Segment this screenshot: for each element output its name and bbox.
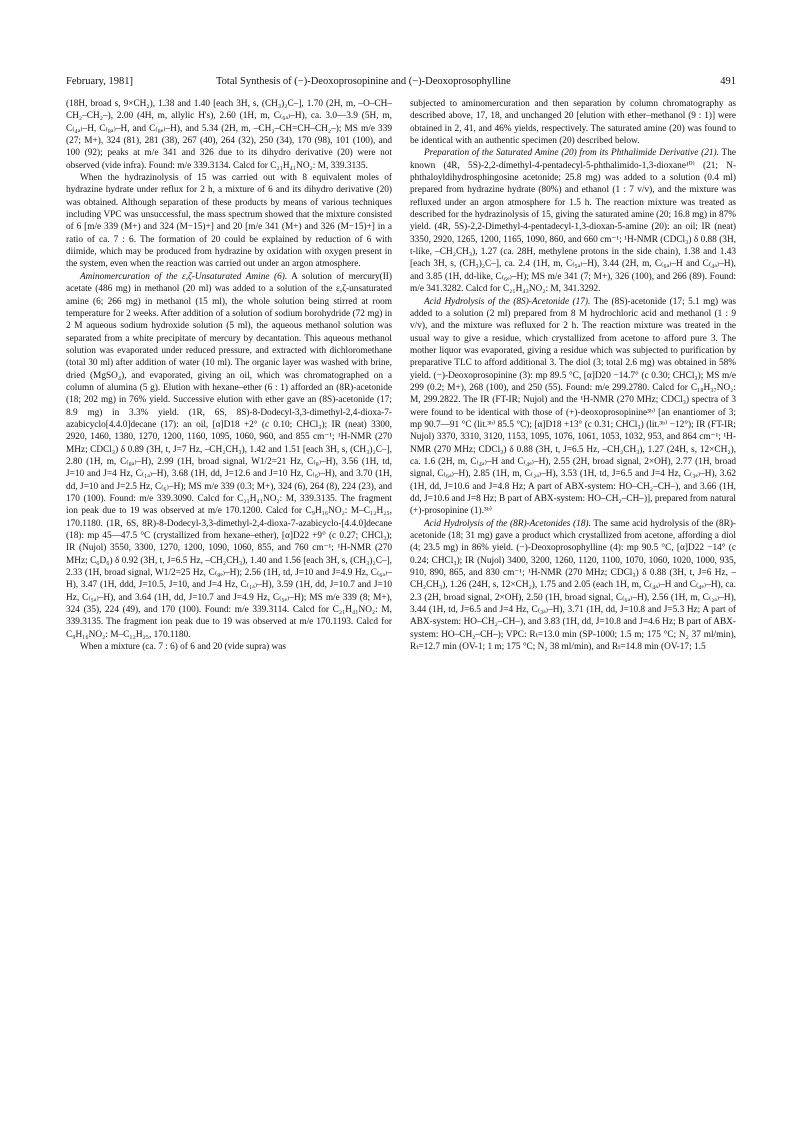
section-heading: Acid Hydrolysis of the (8S)-Acetonide (17). — [424, 296, 591, 307]
page-number: 491 — [720, 76, 736, 87]
section-heading: Acid Hydrolysis of the (8R)-Acetonides (18). — [424, 518, 591, 529]
section-heading: Preparation of the Saturated Amine (20) from its Phthalimide Derivative (21). — [424, 148, 719, 159]
paragraph: Acid Hydrolysis of the (8R)-Acetonides (18). The same acid hydrolysis of the (8R)-acetonide (18; 31 mg) gave a product which crystallized from acetone, affording a diol (4; 23.5 mg) in 86% yield. (−)-Deoxoprosophylline (4): mp 90.5 °C, [α]D22 −14° (c 0.24; CHCl₃); IR (Nujol) 3400, 3200, 1260, 1120, 1100, 1070, 1060, 1020, 1000, 935, 910, 890, 865, and 830 cm⁻¹; ¹H-NMR (270 MHz; CDCl₃) δ 0.88 (3H, t, J=6 Hz, –CH₂CH₃), 1.26 (24H, s, 12×CH₂), 1.75 and 2.05 (each 1H, m, C₍₄ₐ₎–H and C₍₄ₑ₎–H), ca. 2.3 (2H, broad signal, 2×OH), 2.50 (1H, broad signal, C₍₆ₐ₎–H), 2.56 (1H, m, C₍₂ₐ₎–H), 3.44 (1H, td, J=6.5 and J=4 Hz, C₍₃ₐ₎–H), 3.71 (1H, dd, J=10.8 and J=5.3 Hz; A part of ABX-system: HO–CH₂–CH–), and 3.83 (1H, dd, J=10.8 and J=4.6 Hz; B part of ABX-system: HO–CH₂–CH–); VPC: Rₜ=13.0 min (SP-1000; 1.5 m; 175 °C; N₂ 37 ml/min), Rₜ=12.7 min (OV-1; 1 m; 175 °C; N₂ 38 ml/min), and Rₜ=14.8 min (OV-17; 1.5 — [410, 518, 736, 653]
paragraph: Aminomercuration of the ε,ζ-Unsaturated Amine (6). A solution of mercury(II) acetate (486 mg) in methanol (20 ml) was added to a solution of the ε,ζ-unsaturated amine (6; 266 mg) in methanol (15 ml), the whole solution being stirred at room temperature for 2 weeks. After addition of a solution of sodium borohydride (72 mg) in 2 M aqueous sodium hydroxide solution (5 ml), the aqueous methanol solution was separated from a white precipitate of mercury by decantation. This aqueous methanol solution was evaporated under reduced pressure, and extracted with dichloromethane (total 30 ml) after addition of water (10 ml). The organic layer was washed with brine, dried (MgSO₄), and evaporated, giving an oil, which was chromatographed on a column of alumina (5 g). Elution with hexane–ether (6 : 1) afforded an (8R)-acetonide (18; 202 mg) in 76% yield. Successive elution with ether gave an (8S)-acetonide (17; 8.9 mg) in 3.3% yield. (1R, 6S, 8S)-8-Dodecyl-3,3-dimethyl-2,4-dioxa-7-azabicyclo[4.4.0]decane (17): an oil, [α]D18 +2° (c 0.10; CHCl₃); IR (neat) 3300, 2920, 1460, 1380, 1270, 1200, 1160, 1095, 1060, 960, and 855 cm⁻¹; ¹H-NMR (270 MHz; CDCl₃) δ 0.89 (3H, t, J=7 Hz, –CH₂CH₃), 1.42 and 1.51 [each 3H, s, (CH₃)₂C–], 2.80 (1H, m, C₍₈ₐ₎–H), 2.99 (1H, broad signal, W1/2=21 Hz, C₍₈₎–H), 3.56 (1H, td, J=10 and J=4 Hz, C₍₁ₐ₎–H), 3.68 (1H, dd, J=12.6 and J=10 Hz, C₍₆₎–H), and 3.70 (1H, dd, J=10 and J=2.5 Hz, C₍₆₎–H); MS m/e 339 (0.3; M+), 324 (6), 264 (8), 224 (23), and 170 (100). Found: m/e 339.3090. Calcd for C₂₁H₄₁NO₂: M, 339.3135. The fragment ion peak due to 19 was observed at m/e 170.1200. Calcd for C₉H₁₆NO₂: M–C₁₂H₂₅, 170.1180. (1R, 6S, 8R)-8-Dodecyl-3,3-dimethyl-2,4-dioxa-7-azabicyclo-[4.4.0]decane (18): mp 45—47.5 °C (crystallized from hexane–ether), [α]D22 +9° (c 0.27; CHCl₃); IR (Nujol) 3550, 3300, 1270, 1200, 1090, 1060, 855, and 760 cm⁻¹; ¹H-NMR (270 MHz; C₆D₆) δ 0.92 (3H, t, J=6.5 Hz, –CH₂CH₃), 1.40 and 1.56 [each 3H, s, (CH₃)₂C–], 2.33 (1H, broad signal, W1/2=25 Hz, C₍₈ₑ₎–H); 2.56 (1H, td, J=10 and J=4.9 Hz, C₍₆ₐ₎–H), 3.47 (1H, ddd, J=10.5, J=10, and J=4 Hz, C₍₁ₐ₎–H), 3.59 (1H, dd, J=10.7 and J=10 Hz, C₍₅ₐ₎–H), and 3.64 (1H, dd, J=10.7 and J=4.9 Hz, C₍₅ₑ₎–H); MS m/e 339 (8; M+), 324 (35), 224 (49), and 170 (100). Found: m/e 339.3114. Calcd for C₂₁H₄₁NO₂: M, 339.3135. The fragment ion peak due to 19 was observed at m/e 170.1193. Calcd for C₉H₁₆NO₂: M–C₁₂H₂₅, 170.1180. — [66, 271, 392, 640]
paragraph: (18H, broad s, 9×CH₂), 1.38 and 1.40 [each 3H, s, (CH₃)₂C–], 1.70 (2H, m, –O–CH–CH₂–CH₂–), 2.00 (4H, m, allylic H's), 2.60 (1H, m, C₍₆ₐ₎–H), ca. 3.0—3.9 (5H, m, C₍₄ₐ₎–H, C₍₈ₐ₎–H, and C₍₈ₑ₎–H), and 5.34 (2H, m, –CH₂–CH=CH–CH₂–); MS m/e 339 (27; M+), 324 (81), 281 (38), 267 (40), 264 (32), 250 (34), 170 (98), 101 (100), and 100 (92); peaks at m/e 341 and 326 due to its dihydro derivative (20) were not observed (vide infra). Found: m/e 339.3134. Calcd for C₂₁H₄₁NO₂: M, 339.3135. — [66, 99, 392, 171]
header-date: February, 1981] — [66, 76, 133, 87]
left-column — [66, 98, 392, 1103]
paragraph: Preparation of the Saturated Amine (20) from its Phthalimide Derivative (21). The known (4R, 5S)-2,2-dimethyl-4-pentadecyl-5-phthalimido-1,3-dioxane¹⁰⁾ (21; N-phthaloyldihydrosphingosine acetonide; 25.8 mg) was added to a solution (0.4 ml) prepared from hydrazine hydrate (80%) and ethanol (1 : 7 v/v), and the mixture was refluxed under an argon atmosphere for 1.5 h. The reaction mixture was treated as described for the hydrazinolysis of 15, giving the saturated amine (20; 16.8 mg) in 87% yield. (4R, 5S)-2,2-Dimethyl-4-pentadecyl-1,3-dioxan-5-amine (20): an oil; IR (neat) 3350, 2920, 1265, 1200, 1165, 1090, 860, and 660 cm⁻¹; ¹H-NMR (CDCl₃) δ 0.88 (3H, t-like, –CH₂CH₃), 1.27 (ca. 28H, methylene protons in the side chain), 1.38 and 1.43 [each 3H, s, (CH₃)₂C–], ca. 2.4 (1H, m, C₍₅ₐ₎–H), 3.44 (2H, m, C₍₆ₐ₎–H and C₍₄ₐ₎–H), and 3.85 (1H, dd-like, C₍₆ₑ₎–H); MS m/e 341 (7; M+), 326 (100), and 266 (89). Found: m/e 341.3282. Calcd for C₂₁H₄₃NO₂: M, 341.3292. — [410, 148, 736, 295]
paragraph: Acid Hydrolysis of the (8S)-Acetonide (17). The (8S)-acetonide (17; 5.1 mg) was added to a solution (2 ml) prepared from 8 M hydrochloric acid and methanol (1 : 9 v/v), and the mixture was refluxed for 2 h. The reaction mixture was treated in the usual way to give a residue, which crystallized from acetone to afford pure 3. The mother liquor was evaporated, giving a residue which was subjected to purification by preparative TLC to afford additional 3. The diol (3; total 2.6 mg) was obtained in 58% yield. (−)-Deoxoprosopinine (3): mp 89.5 °C, [α]D20 −14.7° (c 0.30; CHCl₃); MS m/e 299 (0.2; M+), 268 (100), and 250 (55). Found: m/e 299.2780. Calcd for C₁₈H₃₇NO₂: M, 299.2822. The IR (FT-IR; Nujol) and the ¹H-NMR (270 MHz; CDCl₃) spectra of 3 were found to be identical with those of (+)-deoxoprosopinine³ᵇ⁾ [an enantiomer of 3; mp 90.7—91 °C (lit.³ᵇ⁾ 85.5 °C); [α]D18 +13° (c 0.31; CHCl₃) (lit.³ᵇ⁾ −12°); IR (FT-IR; Nujol) 3370, 3310, 3120, 1153, 1095, 1076, 1061, 1053, 1032, 953, and 864 cm⁻¹; ¹H-NMR (270 MHz; CDCl₃) δ 0.88 (3H, t, J=6.5 Hz, –CH₂CH₃), 1.27 (24H, s, 12×CH₂), ca. 1.6 (2H, m, C₍₄ₐ₎–H and C₍₄ₑ₎–H), 2.55 (2H, broad signal, 2×OH), 2.77 (1H, broad signal, C₍₆ₐ₎–H), 2.85 (1H, m, C₍₂ₐ₎–H), 3.53 (1H, td, J=6.5 and J=4 Hz, C₍₃ₑ₎–H), 3.62 (1H, dd, J=10.6 and J=4.8 Hz; A part of ABX-system: HO–CH₂–CH–), and 3.66 (1H, dd, J=10.6 and J=8 Hz; B part of ABX-system: HO–CH₂–CH–)], prepared from natural (+)-prosopinine (1).³ᵇ⁾ — [410, 296, 736, 517]
header-title: Total Synthesis of (−)-Deoxoprosopinine and (−)-Deoxoprosophylline — [216, 76, 511, 87]
paragraph: When a mixture (ca. 7 : 6) of 6 and 20 (vide supra) was — [80, 642, 287, 653]
running-header — [66, 76, 736, 92]
section-heading: Aminomercuration of the ε,ζ-Unsaturated Amine (6). — [80, 271, 288, 282]
paragraph: When the hydrazinolysis of 15 was carried out with 8 equivalent moles of hydrazine hydrate under reflux for 2 h, a mixture of 6 and its dihydro derivative (20) was obtained. Although separation of these products by means of various techniques including VPC was unsuccessful, the mass spectrum showed that the mixture consisted of 6 [m/e 339 (M+) and 324 (M−15)+] and 20 [m/e 341 (M+) and 326 (M−15)+] in a ratio of ca. 7 : 6. The formation of 20 could be explained by reduction of 6 with diimide, which may be produced from hydrazine by oxidation with oxygen present in the system, even when the reaction was carried out under an argon atmosphere. — [66, 173, 392, 270]
paragraph: subjected to aminomercuration and then separation by column chromatography as described above, 17, 18, and unchanged 20 [elution with ether–methanol (9 : 1)] were obtained in 2, 41, and 46% yields, respectively. The saturated amine (20) was found to be identical with an authentic specimen (20) described below. — [410, 99, 736, 147]
right-column — [410, 98, 736, 1103]
